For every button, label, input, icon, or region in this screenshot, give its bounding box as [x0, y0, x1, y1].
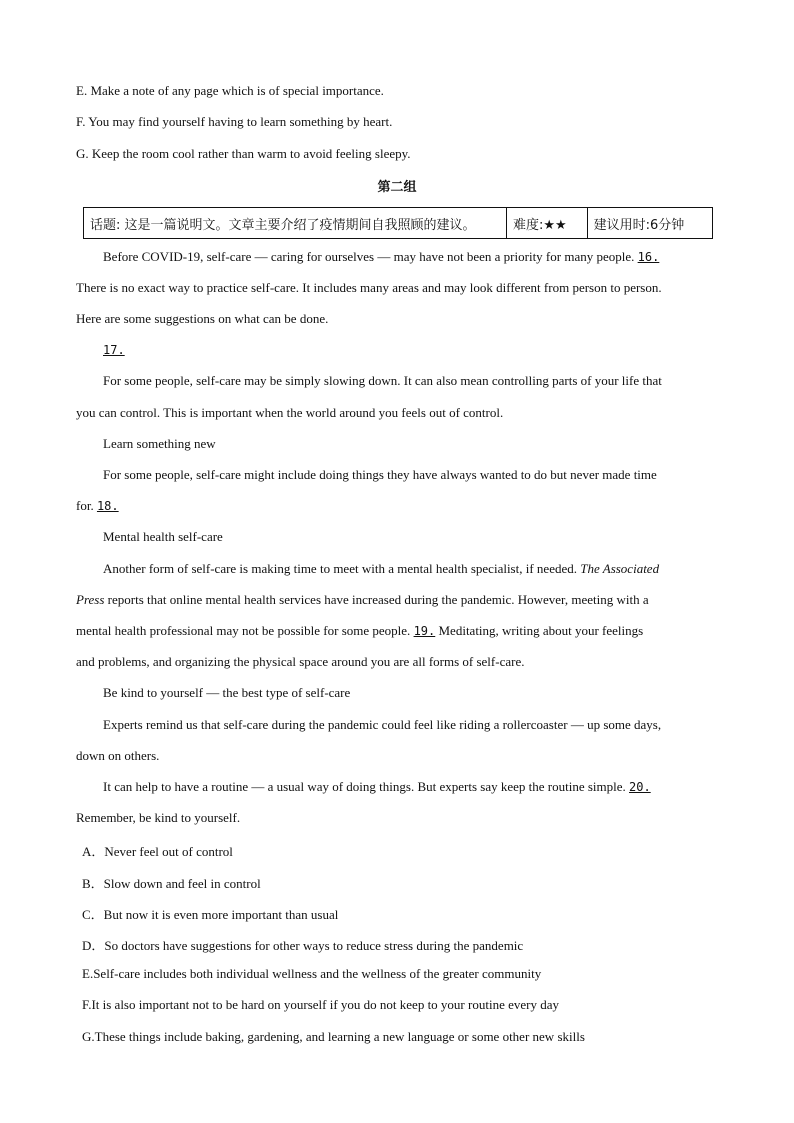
- passage-text: It can help to have a routine — a usual way of doing things. But experts say keep the routine simple.: [103, 779, 626, 794]
- option-c: C．But now it is even more important than usual: [82, 907, 339, 922]
- heading-blank-17: [103, 342, 125, 358]
- passage-text: Another form of self-care is making time to meet with a mental health specialist, if needed.: [103, 561, 577, 576]
- passage-line: For some people, self-care might include doing things they have always wanted to do but never made time: [103, 467, 657, 482]
- passage-line: [103, 561, 659, 577]
- passage-line: There is no exact way to practice self-care. It includes many areas and may look different from person to person.: [76, 280, 662, 295]
- passage-line: [103, 249, 659, 265]
- passage-italic: Press: [76, 592, 105, 607]
- passage-text: for.: [76, 498, 94, 513]
- passage-line: Here are some suggestions on what can be done.: [76, 311, 329, 326]
- passage-line: [103, 779, 651, 795]
- passage-text: Before COVID-19, self-care — caring for ourselves — may have not been a priority for many people.: [103, 249, 635, 264]
- topic-cell: 话题: 这是一篇说明文。文章主要介绍了疫情期间自我照顾的建议。: [84, 208, 507, 239]
- passage-text: mental health professional may not be possible for some people.: [76, 623, 411, 638]
- passage-line: [76, 592, 649, 608]
- blank-19[interactable]: 19.: [413, 624, 436, 638]
- option-d: D．So doctors have suggestions for other ways to reduce stress during the pandemic: [82, 938, 524, 953]
- option-e-top: E. Make a note of any page which is of special importance.: [76, 83, 384, 98]
- blank-18[interactable]: 18.: [96, 499, 119, 513]
- passage-text: Meditating, writing about your feelings: [438, 623, 644, 638]
- section-title: 第二组: [377, 180, 417, 195]
- info-table: [83, 207, 713, 239]
- option-f-top: F. You may find yourself having to learn something by heart.: [76, 114, 393, 129]
- subheading-learn: Learn something new: [103, 436, 216, 451]
- passage-line: [76, 498, 119, 514]
- option-e: E.Self-care includes both individual wellness and the wellness of the greater community: [82, 966, 542, 981]
- passage-text: reports that online mental health services have increased during the pandemic. However, meeting with a: [107, 592, 649, 607]
- option-f: F.It is also important not to be hard on yourself if you do not keep to your routine every day: [82, 997, 559, 1012]
- passage-italic: The Associated: [580, 561, 660, 576]
- passage-line: Remember, be kind to yourself.: [76, 810, 241, 825]
- difficulty-cell: 难度:★★: [507, 208, 588, 239]
- blank-17[interactable]: 17.: [103, 343, 125, 357]
- passage-line: [76, 623, 643, 639]
- passage-line: For some people, self-care may be simply slowing down. It can also mean controlling parts of your life that: [103, 373, 662, 388]
- passage-line: down on others.: [76, 748, 160, 763]
- passage-line: Experts remind us that self-care during the pandemic could feel like riding a rollercoaster — up some days,: [103, 717, 662, 732]
- time-cell: 建议用时:6分钟: [587, 208, 712, 239]
- option-a: A．Never feel out of control: [82, 844, 233, 859]
- subheading-mental-health: Mental health self-care: [103, 529, 223, 544]
- option-b: B．Slow down and feel in control: [82, 876, 261, 891]
- option-g-top: G. Keep the room cool rather than warm to avoid feeling sleepy.: [76, 146, 411, 161]
- subheading-be-kind: Be kind to yourself — the best type of self-care: [103, 685, 351, 700]
- blank-20[interactable]: 20.: [629, 780, 651, 794]
- option-g: G.These things include baking, gardening, and learning a new language or some other new skills: [82, 1029, 585, 1044]
- passage-line: and problems, and organizing the physical space around you are all forms of self-care.: [76, 654, 525, 669]
- blank-16[interactable]: 16.: [637, 250, 660, 264]
- passage-line: you can control. This is important when the world around you feels out of control.: [76, 405, 504, 420]
